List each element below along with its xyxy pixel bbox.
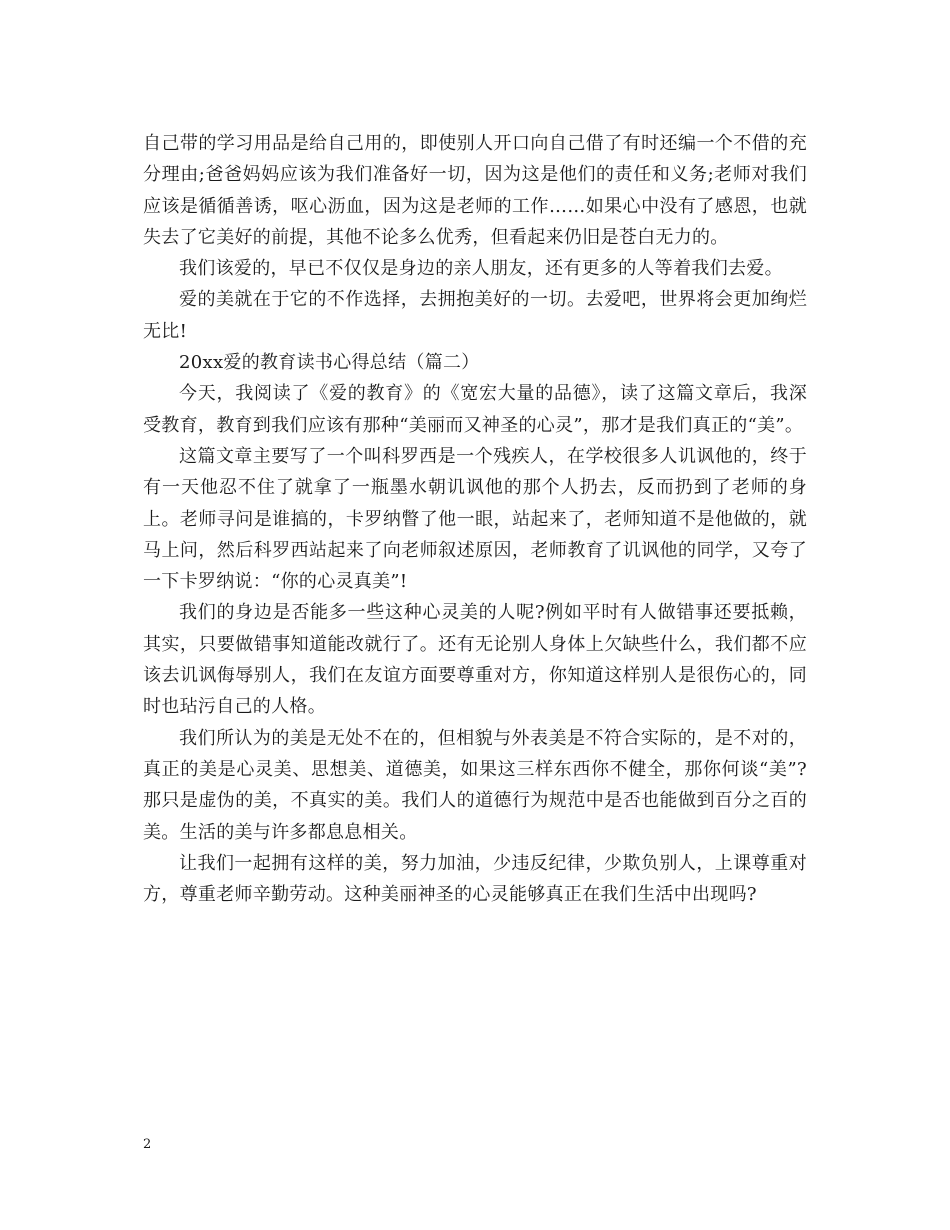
paragraph: 今天，我阅读了《爱的教育》的《宽宏大量的品德》，读了这篇文章后，我深受教育，教育到我们应该有那种“美丽而又神圣的心灵”，那才是我们真正的“美”。 (143, 383, 807, 436)
paragraph: 爱的美就在于它的不作选择，去拥抱美好的一切。去爱吧，世界将会更加绚烂无比! (143, 289, 807, 342)
paragraph: 我们的身边是否能多一些这种心灵美的人呢?例如平时有人做错事还要抵赖，其实，只要做错事知道能改就行了。还有无论别人身体上欠缺些什么，我们都不应该去讥讽侮辱别人，我们在友谊方面要尊重对方，你知道这样别人是很伤心的，同时也玷污自己的人格。 (143, 602, 807, 718)
section-heading: 20xx爱的教育读书心得总结（篇二） (179, 352, 480, 374)
paragraph: 我们该爱的，早已不仅仅是身边的亲人朋友，还有更多的人等着我们去爱。 (179, 258, 783, 280)
paragraph-continuation: 自己带的学习用品是给自己用的，即使别人开口向自己借了有时还编一个不借的充分理由;爸爸妈妈应该为我们准备好一切，因为这是他们的责任和义务;老师对我们应该是循循善诱，呕心沥血，因为这是老师的工作……如果心中没有了感恩，也就失去了它美好的前提，其他不论多么优秀，但看起来仍旧是苍白无力的。 (143, 133, 807, 248)
paragraph: 这篇文章主要写了一个叫科罗西是一个残疾人，在学校很多人讥讽他的，终于有一天他忍不住了就拿了一瓶墨水朝讥讽他的那个人扔去，反而扔到了老师的身上。老师寻问是谁搞的，卡罗纳瞥了他一眼，站起来了，老师知道不是他做的，就马上问，然后科罗西站起来了向老师叙述原因，老师教育了讥讽他的同学，又夸了一下卡罗纳说：“你的心灵真美”! (143, 445, 807, 593)
document-body (143, 128, 807, 910)
paragraph: 我们所认为的美是无处不在的，但相貌与外表美是不符合实际的，是不对的，真正的美是心灵美、思想美、道德美，如果这三样东西你不健全，那你何谈“美”?那只是虚伪的美，不真实的美。我们人的道德行为规范中是否也能做到百分之百的美。生活的美与许多都息息相关。 (143, 727, 807, 843)
paragraph: 让我们一起拥有这样的美，努力加油，少违反纪律，少欺负别人，上课尊重对方，尊重老师辛勤劳动。这种美丽神圣的心灵能够真正在我们生活中出现吗? (143, 852, 807, 906)
page-number: 2 (143, 1137, 152, 1152)
